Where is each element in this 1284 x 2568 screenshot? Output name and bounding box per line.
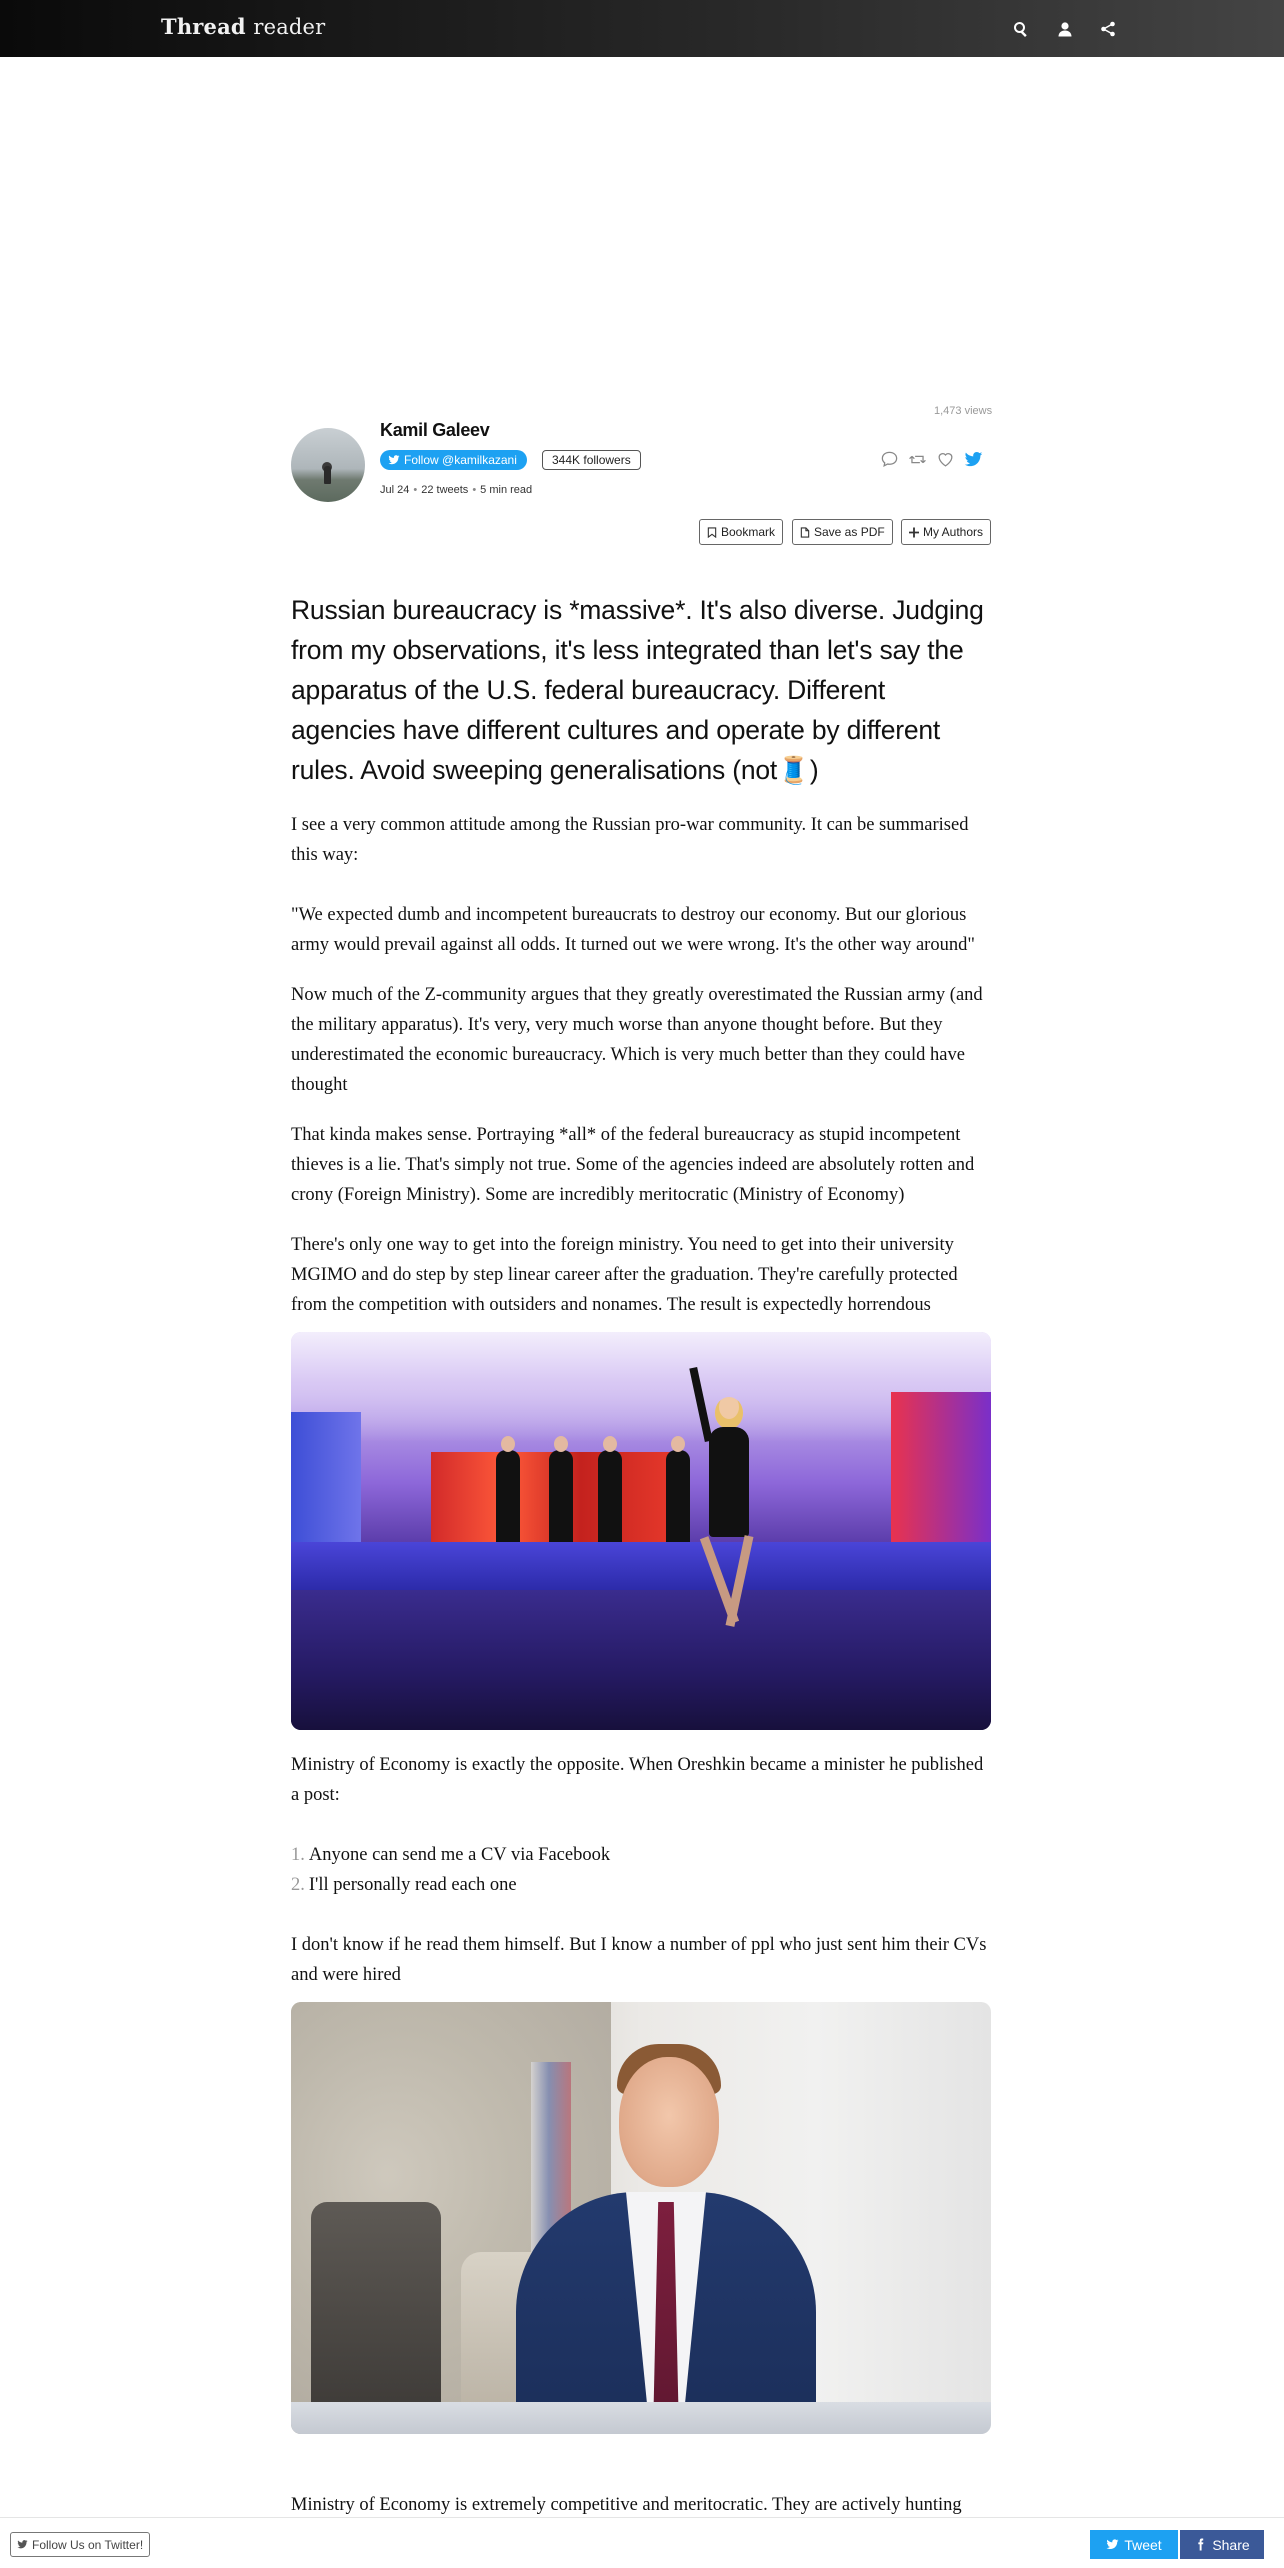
tweet-actions [878,448,984,470]
tweet-3: That kinda makes sense. Portraying *all* of the federal bureaucracy as stupid incompetent thieves is a lie. That's simply not true. Some of the agencies indeed are absolutely rotten and crony (Foreign Ministry). Some are incredibly meritocratic (Ministry of Economy) [291,1125,975,1205]
list-item: 1. Anyone can send me a CV via Facebook [291,1845,611,1865]
brand-bold: Thread [161,14,246,39]
tweet-6: I don't know if he read them himself. But I know a number of ppl who just sent him their CVs and were hired [291,1935,987,1985]
tweet-text: Ministry of Economy is exactly the opposite. When Oreshkin became a minister he published a post: [291,1755,984,1805]
tweet-5 [291,1750,991,1810]
bookmark-button[interactable]: Bookmark [699,519,783,545]
twitter-bird-icon [17,2539,28,2550]
brand-regular: reader [253,15,326,39]
tweet-1 [291,810,991,960]
thread-meta: Jul 24 • 22 tweets • 5 min read [380,484,533,496]
thread-date: Jul 24 [380,484,410,496]
tweet-5-list [291,1840,991,1900]
search-icon[interactable] [1010,18,1032,40]
twitter-bird-icon [1106,2538,1119,2551]
tweet-image-portrait[interactable] [291,2002,991,2434]
follow-label: Follow @kamilkazani [404,453,517,467]
plus-icon [909,527,919,538]
share-icon[interactable] [1097,18,1119,40]
facebook-share-button[interactable]: Share [1180,2530,1264,2559]
my-authors-button[interactable]: My Authors [901,519,991,545]
tweet-2: Now much of the Z-community argues that they greatly overestimated the Russian army (and the military apparatus). It's very, very much worse than anyone thought before. But they underestimated the economic bureaucracy. Which is very much better than they could have thought [291,985,983,1095]
reply-icon[interactable] [878,448,900,470]
tweet-7: Ministry of Economy is extremely competitive and meritocratic. They are actively hunting [291,2495,962,2515]
thread-content [291,590,991,2454]
tweet-share-button[interactable]: Tweet [1090,2530,1178,2559]
follow-button[interactable] [380,450,527,470]
thread-lead-tweet: Russian bureaucracy is *massive*. It's also diverse. Judging from my observations, it's less integrated than let's say the apparatus of the U.S. federal bureaucracy. Different agencies have different cultures and operate by different rules. Avoid sweeping generalisations (not🧵) [291,595,984,785]
user-icon[interactable] [1054,18,1076,40]
read-time: 5 min read [480,484,533,496]
site-logo[interactable] [161,14,325,39]
avatar[interactable] [291,428,365,502]
follow-us-button[interactable]: Follow Us on Twitter! [10,2532,150,2557]
save-pdf-button[interactable]: Save as PDF [792,519,893,545]
twitter-bird-icon [388,454,400,466]
view-count: 1,473 views [934,405,993,417]
author-name[interactable]: Kamil Galeev [380,420,490,440]
file-icon [800,527,810,538]
tweet-text: I see a very common attitude among the Russian pro-war community. It can be summarised this way: [291,815,969,865]
tweet-text: "We expected dumb and incompetent bureaucrats to destroy our economy. But our glorious army would prevail against all odds. It turned out we were wrong. It's the other way around" [291,905,975,955]
bookmark-icon [707,527,717,538]
retweet-icon[interactable] [906,448,928,470]
facebook-icon [1194,2538,1207,2551]
tweet-4: There's only one way to get into the foreign ministry. You need to get into their university MGIMO and do step by step linear career after the graduation. They're carefully protected from the competition with outsiders and nonames. The result is expectedly horrendous [291,1235,958,1315]
top-navbar [0,0,1284,57]
twitter-icon[interactable] [962,448,984,470]
tweet-count: 22 tweets [421,484,469,496]
bottom-bar [0,2517,1284,2568]
list-item: 2. I'll personally read each one [291,1875,517,1895]
followers-count[interactable]: 344K followers [542,450,641,470]
tweet-image-stage[interactable] [291,1332,991,1730]
like-icon[interactable] [934,448,956,470]
